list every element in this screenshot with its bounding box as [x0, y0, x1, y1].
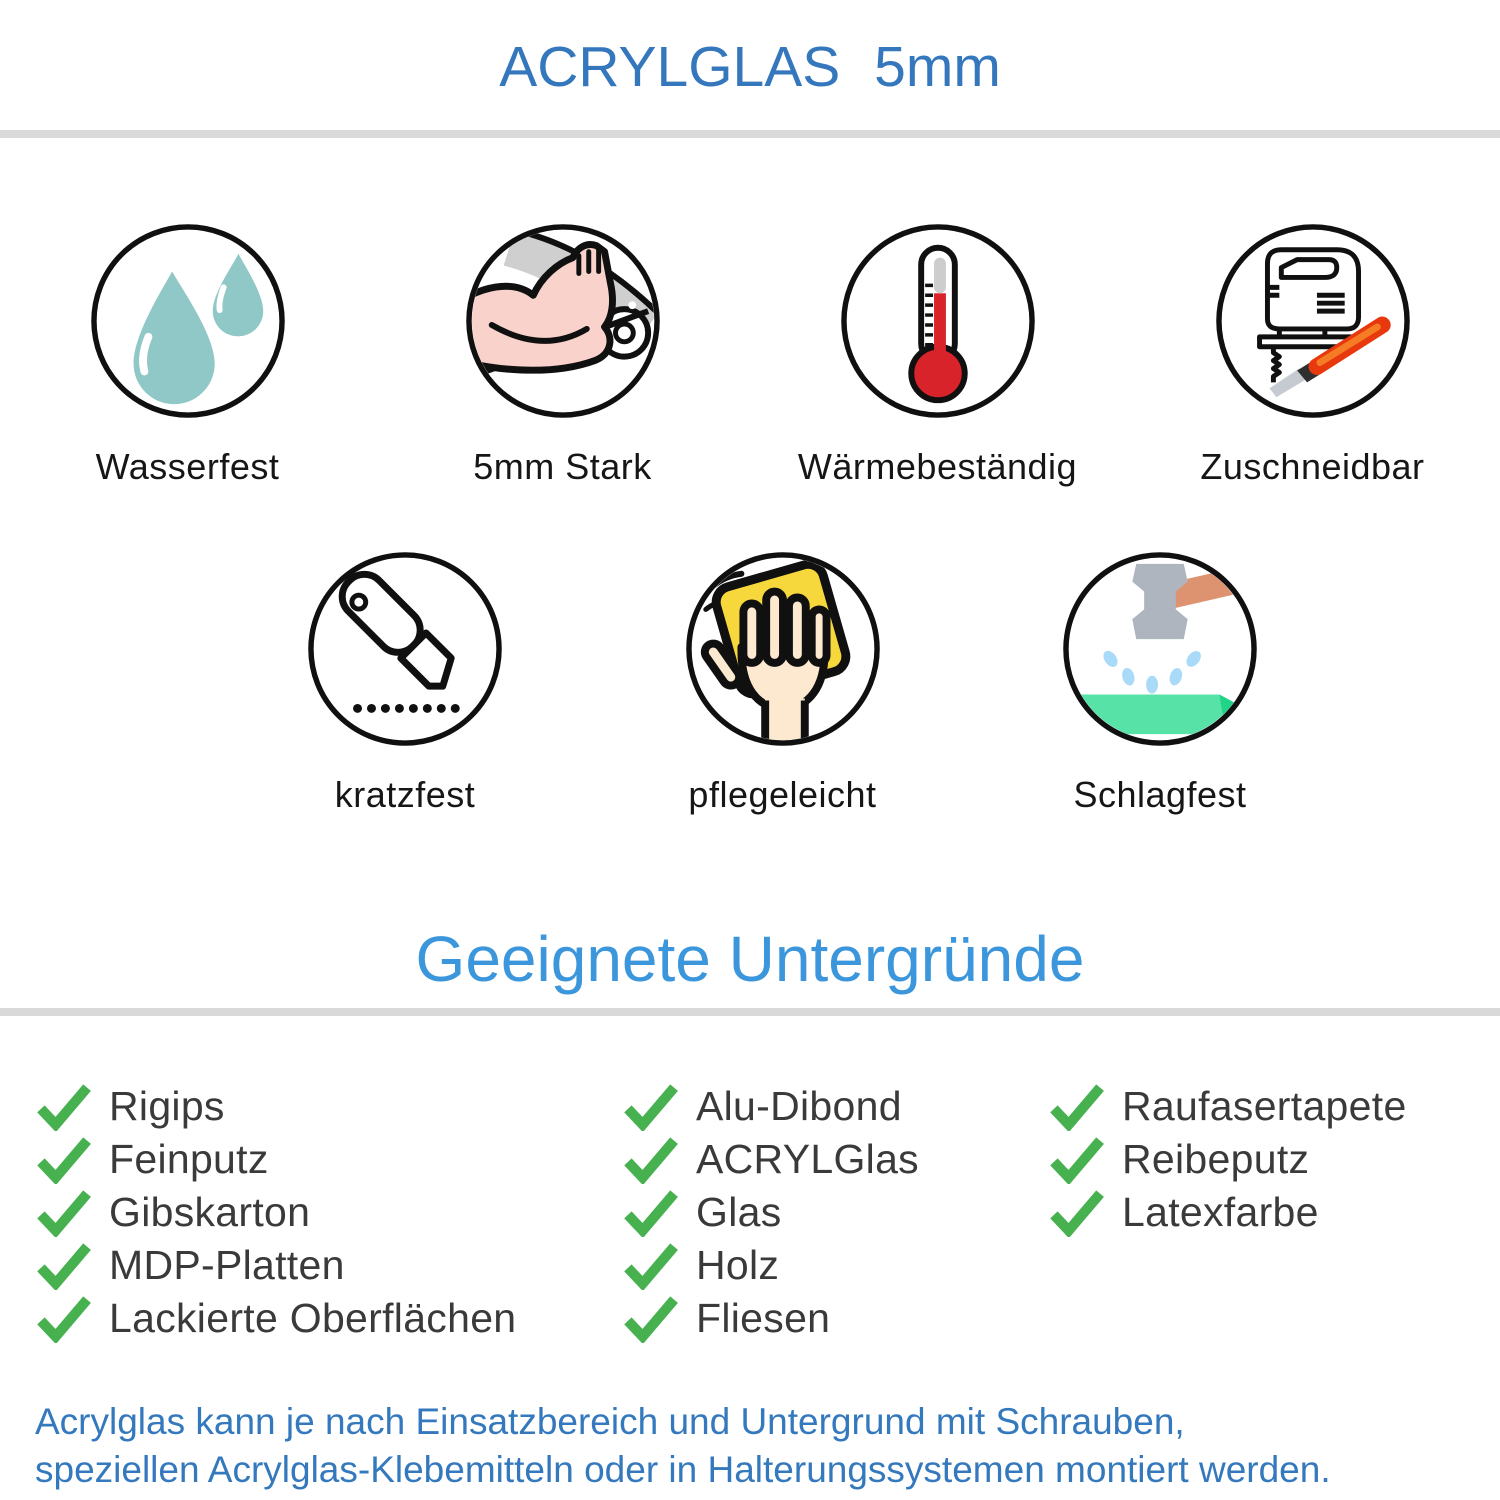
check-label: Feinputz — [109, 1136, 269, 1182]
jigsaw-icon — [1214, 222, 1412, 420]
check-item — [35, 1080, 516, 1133]
checkmark-icon — [35, 1242, 93, 1290]
check-item — [622, 1239, 919, 1292]
feature-zuschneidbar — [1138, 222, 1488, 488]
checkmark-icon — [1048, 1083, 1106, 1131]
checkmark-icon — [622, 1242, 680, 1290]
check-label: Latexfarbe — [1122, 1189, 1319, 1235]
check-label: ACRYLGlas — [696, 1136, 919, 1182]
check-item — [1048, 1133, 1407, 1186]
checkmark-icon — [622, 1295, 680, 1343]
check-item — [35, 1133, 516, 1186]
footer-line-1: Acrylglas kann je nach Einsatzbereich und Untergrund mit Schrauben, — [35, 1401, 1185, 1442]
feature-label: kratzfest — [334, 774, 476, 815]
check-item — [622, 1292, 919, 1345]
feature-wasserfest — [13, 222, 363, 488]
checkmark-icon — [35, 1083, 93, 1131]
muscle-arm-icon — [464, 222, 662, 420]
check-item — [622, 1080, 919, 1133]
check-label: Holz — [696, 1242, 780, 1288]
feature-pflegeleicht — [613, 550, 953, 816]
check-label: Raufasertapete — [1122, 1083, 1407, 1129]
feature-label: 5mm Stark — [473, 446, 652, 487]
utility-knife-icon — [306, 550, 504, 748]
feature-5mm-stark — [388, 222, 738, 488]
divider-mid — [0, 1008, 1500, 1016]
checklist-column-1 — [35, 1080, 516, 1345]
section-heading: Geeignete Untergründe — [415, 923, 1085, 995]
check-label: Glas — [696, 1189, 782, 1235]
cleaning-hand-icon — [684, 550, 882, 748]
check-item — [622, 1186, 919, 1239]
page-title: ACRYLGLAS 5mm — [499, 35, 1001, 99]
check-label: Alu-Dibond — [696, 1083, 902, 1129]
check-item — [1048, 1186, 1407, 1239]
footer-note — [35, 1398, 1495, 1494]
feature-waermebestaendig — [763, 222, 1113, 488]
feature-row-1 — [0, 222, 1500, 488]
checkmark-icon — [622, 1189, 680, 1237]
checkmark-icon — [35, 1136, 93, 1184]
feature-label: Schlagfest — [1073, 774, 1247, 815]
footer-line-2: speziellen Acrylglas-Klebemitteln oder in Halterungssystemen montiert werden. — [35, 1449, 1331, 1490]
feature-label: Zuschneidbar — [1200, 446, 1425, 487]
feature-label: Wasserfest — [95, 446, 280, 487]
check-item — [35, 1292, 516, 1345]
check-label: Lackierte Oberflächen — [109, 1295, 517, 1341]
checkmark-icon — [622, 1136, 680, 1184]
check-item — [622, 1133, 919, 1186]
hammer-icon — [1061, 550, 1259, 748]
checklist-column-2 — [622, 1080, 919, 1345]
checklist-column-3 — [1048, 1080, 1407, 1239]
check-label: Gibskarton — [109, 1189, 311, 1235]
water-drops-icon — [89, 222, 287, 420]
checkmark-icon — [1048, 1136, 1106, 1184]
checkmark-icon — [622, 1083, 680, 1131]
checkmark-icon — [35, 1295, 93, 1343]
feature-kratzfest — [235, 550, 575, 816]
checkmark-icon — [35, 1189, 93, 1237]
check-label: MDP-Platten — [109, 1242, 345, 1288]
feature-row-2 — [235, 550, 1330, 816]
divider-top — [0, 130, 1500, 138]
check-label: Reibeputz — [1122, 1136, 1310, 1182]
checkmark-icon — [1048, 1189, 1106, 1237]
feature-label: pflegeleicht — [688, 774, 877, 815]
check-label: Fliesen — [696, 1295, 831, 1341]
feature-label: Wärmebeständig — [797, 446, 1078, 487]
check-item — [35, 1239, 516, 1292]
check-item — [1048, 1080, 1407, 1133]
thermometer-icon — [839, 222, 1037, 420]
feature-schlagfest — [990, 550, 1330, 816]
check-label: Rigips — [109, 1083, 225, 1129]
check-item — [35, 1186, 516, 1239]
